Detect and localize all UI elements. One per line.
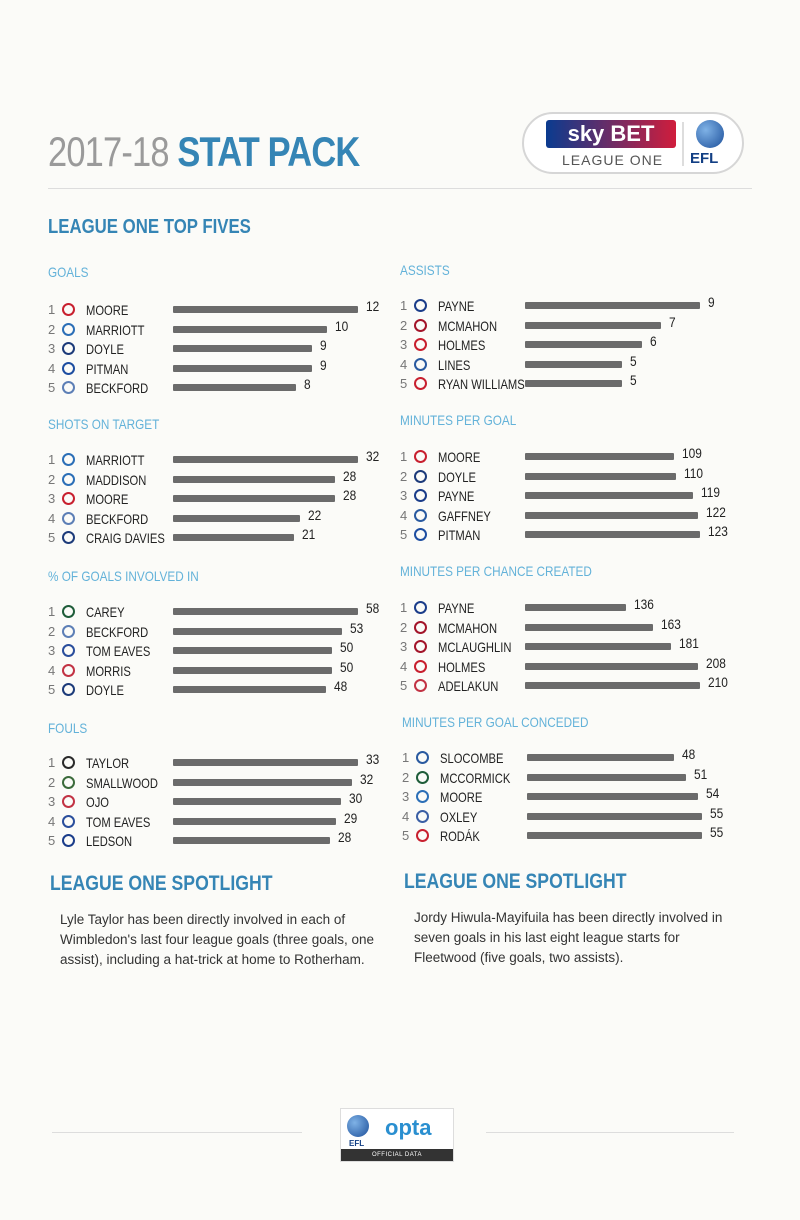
efl-label: EFL bbox=[690, 150, 719, 167]
rank: 3 bbox=[400, 337, 408, 353]
stat-value: 5 bbox=[630, 372, 637, 389]
rank: 4 bbox=[400, 507, 408, 523]
category-title: SHOTS ON TARGET bbox=[48, 416, 160, 432]
player-name: MADDISON bbox=[86, 471, 147, 488]
blackpool-badge-icon bbox=[414, 470, 427, 483]
stat-value: 50 bbox=[340, 658, 354, 675]
walsall-badge-icon bbox=[414, 679, 427, 692]
rank: 1 bbox=[48, 452, 56, 467]
blackpool-badge-icon bbox=[62, 683, 75, 696]
player-name: PAYNE bbox=[438, 298, 475, 314]
stat-bar bbox=[525, 531, 700, 538]
bradford-badge-icon bbox=[414, 621, 427, 634]
player-name: PITMAN bbox=[86, 360, 129, 377]
oxford-badge-icon bbox=[414, 601, 427, 614]
rank: 4 bbox=[402, 808, 410, 824]
rank: 5 bbox=[402, 828, 410, 844]
stat-bar bbox=[525, 453, 674, 460]
player-name: DOYLE bbox=[86, 341, 124, 358]
category-title: ASSISTS bbox=[400, 262, 450, 278]
rotherham-badge-icon bbox=[62, 492, 75, 505]
player-name: MORRIS bbox=[86, 662, 131, 679]
stat-value: 136 bbox=[634, 596, 654, 612]
rank: 3 bbox=[48, 341, 56, 357]
stat-bar bbox=[173, 345, 312, 352]
rank: 3 bbox=[48, 491, 56, 507]
stat-bar bbox=[527, 754, 674, 761]
stat-value: 54 bbox=[706, 785, 720, 802]
stat-bar bbox=[173, 667, 332, 674]
stat-value: 123 bbox=[708, 523, 728, 540]
rank: 4 bbox=[48, 662, 56, 678]
stat-bar bbox=[525, 512, 698, 519]
stat-bar bbox=[525, 473, 676, 480]
bristol-badge-icon bbox=[414, 358, 427, 371]
stat-bar bbox=[527, 832, 702, 839]
stat-value: 50 bbox=[340, 639, 354, 656]
rank: 2 bbox=[402, 769, 410, 785]
header-divider bbox=[48, 188, 752, 189]
rank: 5 bbox=[400, 527, 408, 543]
opta-wordmark: opta bbox=[385, 1115, 432, 1140]
rank: 3 bbox=[400, 488, 408, 504]
charlton-badge-icon bbox=[414, 338, 427, 351]
stat-value: 48 bbox=[334, 678, 348, 695]
footer-divider-right bbox=[486, 1132, 734, 1133]
stat-bar bbox=[525, 604, 626, 611]
player-name: PITMAN bbox=[438, 527, 481, 544]
player-name: MARRIOTT bbox=[86, 452, 145, 468]
player-name: MCLAUGHLIN bbox=[438, 639, 512, 656]
stat-bar bbox=[173, 326, 327, 333]
stat-bar bbox=[527, 813, 702, 820]
stat-bar bbox=[173, 628, 342, 635]
stat-value: 10 bbox=[335, 317, 349, 334]
player-name: BECKFORD bbox=[86, 380, 149, 397]
player-name: TOM EAVES bbox=[86, 643, 151, 660]
rank: 2 bbox=[48, 321, 56, 337]
player-name: MOORE bbox=[438, 449, 481, 465]
stat-bar bbox=[525, 682, 700, 689]
efl-opta-logo bbox=[340, 1108, 454, 1162]
category-title: MINUTES PER GOAL CONCEDED bbox=[402, 714, 589, 730]
player-name: PAYNE bbox=[438, 488, 475, 505]
player-name: MARRIOTT bbox=[86, 321, 145, 338]
player-name: HOLMES bbox=[438, 658, 486, 675]
rank: 3 bbox=[48, 794, 56, 810]
stat-bar bbox=[525, 361, 622, 368]
bury-badge-icon bbox=[62, 381, 75, 394]
player-name: DOYLE bbox=[86, 682, 124, 699]
player-name: DOYLE bbox=[438, 468, 476, 485]
page-title bbox=[48, 128, 359, 176]
rank: 5 bbox=[48, 380, 56, 396]
rank: 5 bbox=[48, 530, 56, 546]
rank: 5 bbox=[48, 682, 56, 698]
stat-value: 12 bbox=[366, 298, 380, 314]
peterborough-badge-icon bbox=[62, 473, 75, 486]
rank: 2 bbox=[400, 619, 408, 635]
stat-value: 181 bbox=[679, 635, 699, 652]
player-name: MCMAHON bbox=[438, 619, 498, 636]
spotlight-heading-right: LEAGUE ONE SPOTLIGHT bbox=[404, 870, 627, 893]
stat-value: 28 bbox=[338, 829, 352, 846]
stat-bar bbox=[173, 798, 341, 805]
stat-bar bbox=[525, 624, 653, 631]
player-name: ADELAKUN bbox=[438, 678, 499, 695]
stat-value: 58 bbox=[366, 600, 380, 616]
player-name: MOORE bbox=[86, 302, 129, 318]
player-name: RODÁK bbox=[440, 828, 480, 845]
stat-value: 210 bbox=[708, 674, 728, 691]
official-data-label: OFFICIAL DATA bbox=[341, 1149, 453, 1161]
stat-value: 48 bbox=[682, 746, 696, 762]
player-name: TAYLOR bbox=[86, 755, 130, 771]
shrewsbury-badge-icon bbox=[416, 810, 429, 823]
player-name: BECKFORD bbox=[86, 510, 149, 527]
stat-bar bbox=[173, 686, 326, 693]
stat-bar bbox=[173, 495, 335, 502]
rank: 1 bbox=[402, 750, 410, 765]
stat-value: 33 bbox=[366, 751, 380, 767]
stat-value: 28 bbox=[343, 467, 357, 484]
rank: 3 bbox=[48, 643, 56, 659]
stat-value: 163 bbox=[661, 615, 681, 632]
rank: 2 bbox=[48, 471, 56, 487]
category-title: FOULS bbox=[48, 720, 88, 736]
player-name: MOORE bbox=[86, 491, 129, 508]
stat-bar bbox=[525, 663, 698, 670]
oxford-badge-icon bbox=[414, 489, 427, 502]
player-name: HOLMES bbox=[438, 337, 486, 354]
stat-value: 208 bbox=[706, 654, 726, 671]
gillingham-badge-icon bbox=[62, 815, 75, 828]
stat-bar bbox=[525, 380, 622, 387]
wimbledon-badge-icon bbox=[62, 756, 75, 769]
stat-bar bbox=[173, 608, 358, 615]
bradford-badge-icon bbox=[414, 319, 427, 332]
rank: 3 bbox=[402, 789, 410, 805]
player-name: OXLEY bbox=[440, 808, 478, 825]
plymouth-badge-icon bbox=[416, 771, 429, 784]
rank: 5 bbox=[400, 376, 408, 392]
stat-value: 6 bbox=[650, 333, 657, 350]
logo-divider bbox=[682, 122, 684, 166]
player-name: SMALLWOOD bbox=[86, 774, 158, 791]
stat-bar bbox=[173, 306, 358, 313]
rank: 2 bbox=[400, 468, 408, 484]
player-name: LINES bbox=[438, 356, 471, 373]
stat-bar bbox=[173, 365, 312, 372]
stat-value: 122 bbox=[706, 503, 726, 520]
rank: 1 bbox=[400, 449, 408, 464]
walsall-badge-icon bbox=[62, 664, 75, 677]
stat-bar bbox=[173, 759, 358, 766]
player-name: OJO bbox=[86, 794, 110, 811]
category-title: MINUTES PER CHANCE CREATED bbox=[400, 563, 592, 579]
stat-bar bbox=[173, 476, 335, 483]
player-name: SLOCOMBE bbox=[440, 750, 504, 766]
stat-bar bbox=[173, 818, 336, 825]
stat-value: 32 bbox=[366, 448, 380, 464]
walsall-badge-icon bbox=[62, 795, 75, 808]
stat-bar bbox=[173, 515, 300, 522]
oxford-badge-icon bbox=[62, 834, 75, 847]
stat-bar bbox=[173, 779, 352, 786]
player-name: MCCORMICK bbox=[440, 769, 511, 786]
rank: 4 bbox=[48, 813, 56, 829]
rank: 4 bbox=[48, 510, 56, 526]
bristol-badge-icon bbox=[414, 509, 427, 522]
portsmouth-badge-icon bbox=[62, 362, 75, 375]
spotlight-text-right: Jordy Hiwula-Mayifuila has been directly involved in seven goals in his last eight league starts for Fleetwood (five goals, two assists). bbox=[414, 910, 723, 965]
bury-badge-icon bbox=[62, 625, 75, 638]
category-title: GOALS bbox=[48, 264, 89, 280]
blackburn-badge-icon bbox=[62, 776, 75, 789]
footer-efl-label: EFL bbox=[349, 1139, 365, 1148]
player-name: TOM EAVES bbox=[86, 813, 151, 830]
bradford-badge-icon bbox=[414, 640, 427, 653]
efl-ball-icon bbox=[696, 120, 724, 148]
footer-divider-left bbox=[52, 1132, 302, 1133]
stat-value: 5 bbox=[630, 352, 637, 369]
rank: 3 bbox=[400, 639, 408, 655]
stat-value: 119 bbox=[701, 484, 720, 501]
player-name: GAFFNEY bbox=[438, 507, 491, 524]
stat-bar bbox=[525, 322, 661, 329]
stat-bar bbox=[173, 456, 358, 463]
rank: 5 bbox=[48, 833, 56, 849]
blackpool-badge-icon bbox=[62, 342, 75, 355]
stat-value: 9 bbox=[320, 337, 327, 354]
stat-value: 21 bbox=[302, 526, 316, 543]
stat-value: 29 bbox=[344, 809, 358, 826]
rotherham-badge-icon bbox=[414, 450, 427, 463]
player-name: CAREY bbox=[86, 604, 125, 620]
section-heading: LEAGUE ONE TOP FIVES bbox=[48, 216, 251, 238]
oxford-badge-icon bbox=[414, 299, 427, 312]
stat-value: 9 bbox=[320, 356, 327, 373]
rank: 5 bbox=[400, 678, 408, 694]
player-name: BECKFORD bbox=[86, 623, 149, 640]
stat-value: 30 bbox=[349, 790, 363, 807]
stat-value: 22 bbox=[308, 506, 322, 523]
rank: 1 bbox=[400, 298, 408, 313]
stat-value: 109 bbox=[682, 445, 702, 461]
portsmouth-badge-icon bbox=[414, 528, 427, 541]
rank: 2 bbox=[48, 774, 56, 790]
stat-bar bbox=[525, 643, 671, 650]
skybet-logo: sky BET bbox=[546, 120, 676, 148]
rotherham-badge-icon bbox=[62, 303, 75, 316]
player-name: CRAIG DAVIES bbox=[86, 530, 165, 547]
stat-value: 55 bbox=[710, 824, 724, 841]
stat-bar bbox=[525, 341, 642, 348]
spotlight-text-left: Lyle Taylor has been directly involved in each of Wimbledon's last four league goals (three goals, one assist), including a hat-trick at home to Rotherham. bbox=[60, 912, 375, 967]
rotherham-badge-icon bbox=[416, 829, 429, 842]
league-one-label: LEAGUE ONE bbox=[562, 152, 664, 168]
category-title: % OF GOALS INVOLVED IN bbox=[48, 568, 199, 584]
stat-value: 7 bbox=[669, 313, 676, 330]
rank: 4 bbox=[400, 658, 408, 674]
peterborough-badge-icon bbox=[62, 323, 75, 336]
stat-bar bbox=[173, 837, 330, 844]
stat-bar bbox=[173, 534, 294, 541]
stat-value: 51 bbox=[694, 765, 708, 782]
stat-value: 110 bbox=[684, 464, 703, 481]
peterborough-badge-icon bbox=[62, 453, 75, 466]
stat-value: 32 bbox=[360, 770, 374, 787]
stat-value: 9 bbox=[708, 294, 715, 310]
gillingham-badge-icon bbox=[62, 644, 75, 657]
title-year: 2017-18 bbox=[48, 128, 169, 175]
stat-bar bbox=[173, 647, 332, 654]
stat-value: 8 bbox=[304, 376, 311, 393]
spotlight-heading-left: LEAGUE ONE SPOTLIGHT bbox=[50, 872, 273, 895]
rotherham-badge-icon bbox=[414, 377, 427, 390]
stat-bar bbox=[173, 384, 296, 391]
player-name: RYAN WILLIAMS bbox=[438, 376, 525, 393]
rank: 2 bbox=[48, 623, 56, 639]
rank: 1 bbox=[400, 600, 408, 615]
stat-bar bbox=[527, 774, 686, 781]
efl-ball-icon bbox=[347, 1115, 369, 1137]
rank: 1 bbox=[48, 604, 56, 619]
player-name: PAYNE bbox=[438, 600, 475, 616]
peterborough-badge-icon bbox=[416, 790, 429, 803]
player-name: MCMAHON bbox=[438, 317, 498, 334]
rank: 4 bbox=[400, 356, 408, 372]
stat-bar bbox=[525, 492, 693, 499]
charlton-badge-icon bbox=[414, 660, 427, 673]
rank: 2 bbox=[400, 317, 408, 333]
rank: 4 bbox=[48, 360, 56, 376]
stat-bar bbox=[525, 302, 700, 309]
stat-value: 53 bbox=[350, 619, 364, 636]
blackpool-badge-icon bbox=[62, 531, 75, 544]
stat-bar bbox=[527, 793, 698, 800]
skybet-league-one-logo bbox=[522, 112, 744, 174]
bristol-badge-icon bbox=[416, 751, 429, 764]
bury-badge-icon bbox=[62, 512, 75, 525]
rank: 1 bbox=[48, 302, 56, 317]
plymouth-badge-icon bbox=[62, 605, 75, 618]
player-name: MOORE bbox=[440, 789, 483, 806]
category-title: MINUTES PER GOAL bbox=[400, 412, 517, 428]
stat-value: 55 bbox=[710, 804, 724, 821]
title-main: STAT PACK bbox=[177, 128, 360, 175]
stat-value: 28 bbox=[343, 487, 357, 504]
rank: 1 bbox=[48, 755, 56, 770]
player-name: LEDSON bbox=[86, 833, 133, 850]
